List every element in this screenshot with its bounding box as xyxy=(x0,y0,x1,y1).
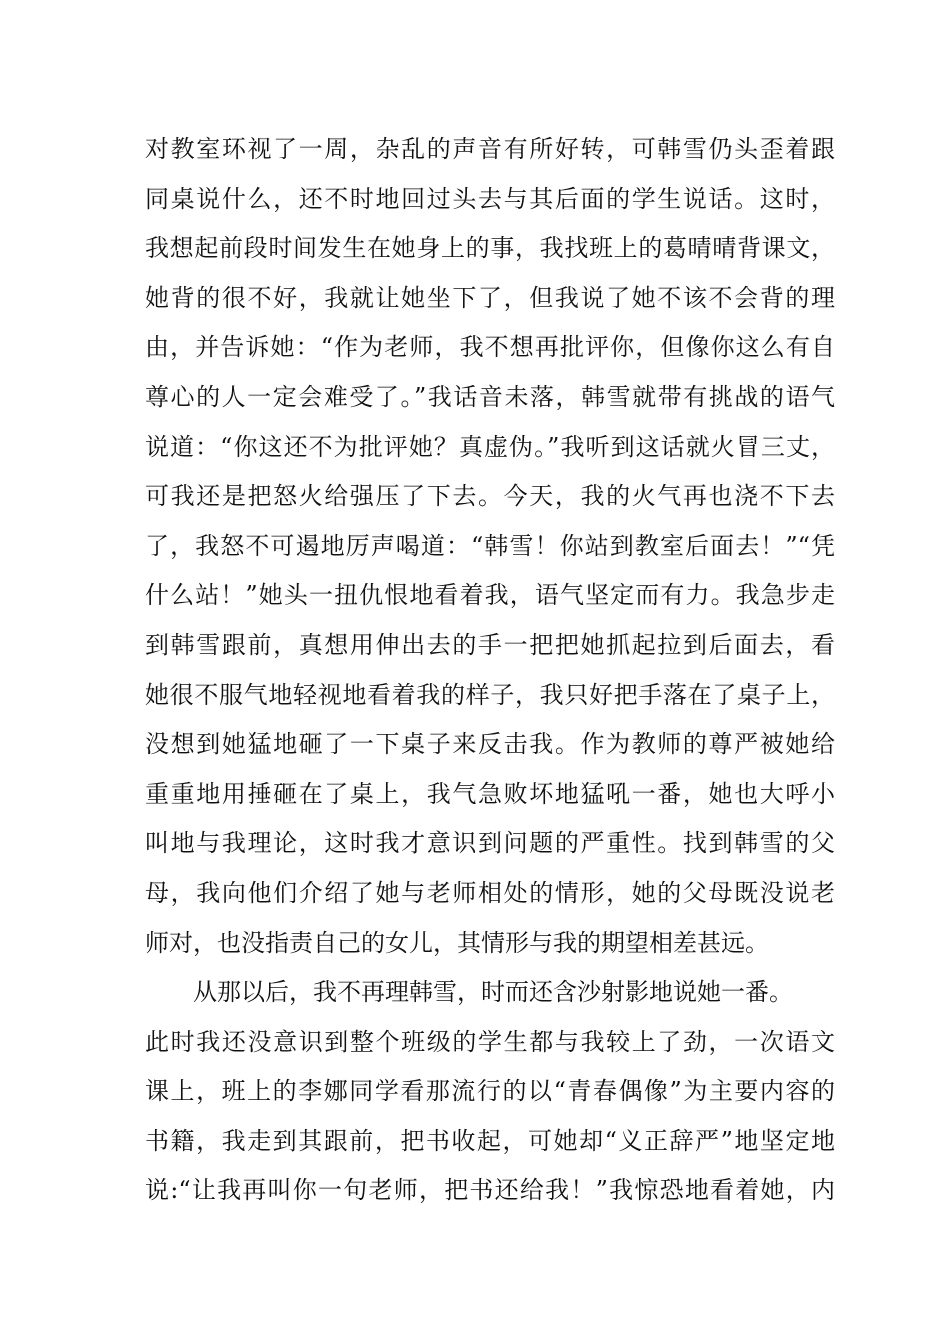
text-line: 说:“让我再叫你一句老师，把书还给我！”我惊恐地看着她，内 xyxy=(145,1176,835,1205)
text-line: 课上，班上的李娜同学看那流行的以“青春偶像”为主要内容的 xyxy=(145,1077,835,1106)
text-line: 叫地与我理论，这时我才意识到问题的严重性。找到韩雪的父 xyxy=(145,829,835,858)
text-line: 此时我还没意识到整个班级的学生都与我较上了劲，一次语文 xyxy=(145,1027,835,1056)
text-line: 什么站！”她头一扭仇恨地看着我，语气坚定而有力。我急步走 xyxy=(145,581,835,610)
text-line: 她很不服气地轻视地看着我的样子，我只好把手落在了桌子上， xyxy=(145,680,835,709)
text-line: 由，并告诉她：“作为老师，我不想再批评你，但像你这么有自 xyxy=(145,333,835,362)
text-line: 尊心的人一定会难受了。”我话音未落，韩雪就带有挑战的语气 xyxy=(145,382,835,411)
text-line: 重重地用捶砸在了桌上，我气急败坏地猛吼一番，她也大呼小 xyxy=(145,779,835,808)
text-line: 了，我怒不可遏地厉声喝道：“韩雪！你站到教室后面去！”“凭 xyxy=(145,531,835,560)
text-line: 她背的很不好，我就让她坐下了，但我说了她不该不会背的理 xyxy=(145,283,835,312)
body-text xyxy=(145,125,835,1216)
paragraph-2 xyxy=(145,968,835,1216)
text-line: 说道：“你这还不为批评她？真虚伪。”我听到这话就火冒三丈， xyxy=(145,432,835,461)
text-line: 到韩雪跟前，真想用伸出去的手一把把她抓起拉到后面去，看 xyxy=(145,630,835,659)
text-line: 母，我向他们介绍了她与老师相处的情形，她的父母既没说老 xyxy=(145,878,835,907)
text-line: 可我还是把怒火给强压了下去。今天，我的火气再也浇不下去 xyxy=(145,482,835,511)
text-line: 没想到她猛地砸了一下桌子来反击我。作为教师的尊严被她给 xyxy=(145,730,835,759)
text-line: 从那以后，我不再理韩雪，时而还含沙射影地说她一番。 xyxy=(193,978,793,1007)
text-line: 师对，也没指责自己的女儿，其情形与我的期望相差甚远。 xyxy=(145,928,769,957)
paragraph-1 xyxy=(145,125,835,968)
text-line: 书籍，我走到其跟前，把书收起，可她却“义正辞严”地坚定地 xyxy=(145,1126,835,1155)
text-line: 同桌说什么，还不时地回过头去与其后面的学生说话。这时， xyxy=(145,184,835,213)
text-line: 对教室环视了一周，杂乱的声音有所好转，可韩雪仍头歪着跟 xyxy=(145,135,835,163)
text-line: 我想起前段时间发生在她身上的事，我找班上的葛晴晴背课文， xyxy=(145,234,835,263)
